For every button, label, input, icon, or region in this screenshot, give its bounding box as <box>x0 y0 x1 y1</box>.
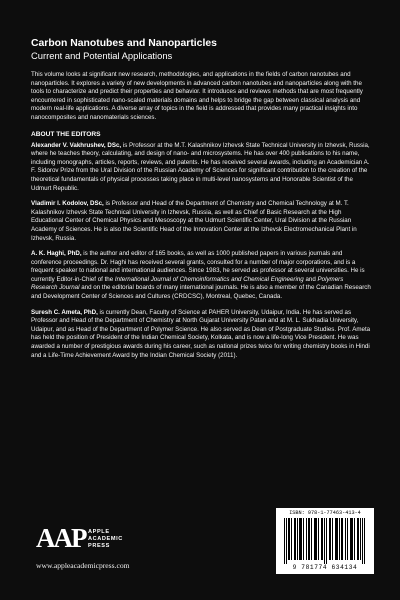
book-description: This volume looks at significant new research, methodologies, and applications in the fields of carbon nanotubes and nanoparticles. It explores a variety of new developments in advanced carbon nanotubes and nanoparticles along with the tools to characterize and predict their properties and behavior. It introduces and reviews methods that are most frequently encountered in sophisticated nano-scaled materials domains and helps to bridge the gap between classical analysis and modern real-life applications. A diverse array of topics in the field is addressed that provides many practical insights into nanocomposites and nanomaterials sciences. <box>31 71 363 121</box>
editor-bio-kodolov <box>31 200 371 243</box>
barcode-bars-icon <box>284 518 366 564</box>
editor-bio-text: and <box>303 275 318 283</box>
barcode-digits: 9 781774 634134 <box>292 564 358 571</box>
isbn-label: ISBN: 978-1-77463-413-4 <box>289 510 361 516</box>
publisher-name-line: ACADEMIC <box>88 536 123 542</box>
journal-title: Polymers Research Journal <box>31 275 344 292</box>
editor-bio-text: is Professor at the M.T. Kalashnikov Izhevsk State Technical University in Izhevsk, Russia, where he teaches theory, calculating, and design of nano- and microsystems. He has over 400 publications to his name, including monographs, articles, reports, reviews, and patents. He has received several awards, including an Academician A. F. Sidorov Prize from the Ural Division of the Russian Academy of Sciences for significant contribution to the creation of the theoretical fundamentals of physical processes taking place in multi-level nanosystems and Honorable Scientist of the Udmurt Republic. <box>31 141 370 192</box>
about-editors-heading: ABOUT THE EDITORS <box>31 130 101 138</box>
editor-bio-text: is the author and editor of 165 books, as well as 1000 published papers in various journals and conference proceedings. Dr. Haghi has received several grants, consulted for a number of major corporations, and is a frequent speaker to national and international audiences. Since 1983, he served as professor at several universities. He is currently Editor-in-Chief of the <box>31 250 365 283</box>
editor-name: Vladimir I. Kodolov, DSc, <box>31 200 104 208</box>
publisher-name-line: PRESS <box>88 543 110 549</box>
book-subtitle: Current and Potential Applications <box>31 50 173 61</box>
publisher-name-line: APPLE <box>88 529 110 535</box>
publisher-website-link[interactable]: www.appleacademicpress.com <box>36 561 130 570</box>
editor-name: Alexander V. Vakhrushev, DSc, <box>31 141 122 149</box>
editor-bio-text: and on the editorial boards of many international journals. He is also a member of the Canadian Research and Development Center of Sciences and Cultures (CRDCSC), Montreal, Quebec, Canada. <box>31 284 371 301</box>
editor-bio-text: is Professor and Head of the Department of Chemistry and Chemical Technology at M. T. Kalashnikov Izhevsk State Technical University in Izhevsk, Russia, as well as Chief of Basic Research at the High Educational Center of Chemical Physics and Mesoscopy at the Udmurt Scientific Center, Ural Division at the Russian Academy of Sciences. He is also the Scientific Head of the Innovation Center at the Izhevsk Electromechanical Plant in Izhevsk, Russia. <box>31 200 357 242</box>
editor-name: Suresh C. Ameta, PhD, <box>31 308 98 316</box>
editor-bio-ameta <box>31 309 371 361</box>
journal-title: International Journal of Chemoinformatics and Chemical Engineering <box>114 275 304 283</box>
back-cover-text <box>31 38 371 367</box>
book-title: Carbon Nanotubes and Nanoparticles <box>31 38 217 49</box>
editor-bio-haghi <box>31 250 371 302</box>
editor-bio-text: is currently Dean, Faculty of Science at PAHER University, Udaipur, India. He has served as Professor and Head of the Department of Chemistry at North Gujarat University Patan and at M. L. Sukhadia University, Udaipur, and as Head of the Department of Polymer Science. He also served as Dean of Postgraduate Studies. Prof. Ameta has held the position of President of the Indian Chemical Society, Kolkata, and is now a life-long Vice President. He was awarded a number of prestigious awards during his career, such as national prizes twice for writing chemistry books in Hindi and a Life-Time Achievement Award by the Indian Chemical Society (2011). <box>31 308 371 359</box>
editor-bio-vakhrushev <box>31 142 371 194</box>
publisher-logo-mark: AAP <box>36 523 86 553</box>
barcode <box>276 508 374 574</box>
publisher-logo <box>36 524 166 556</box>
editor-name: A. K. Haghi, PhD, <box>31 250 82 258</box>
publisher-name <box>88 529 123 550</box>
